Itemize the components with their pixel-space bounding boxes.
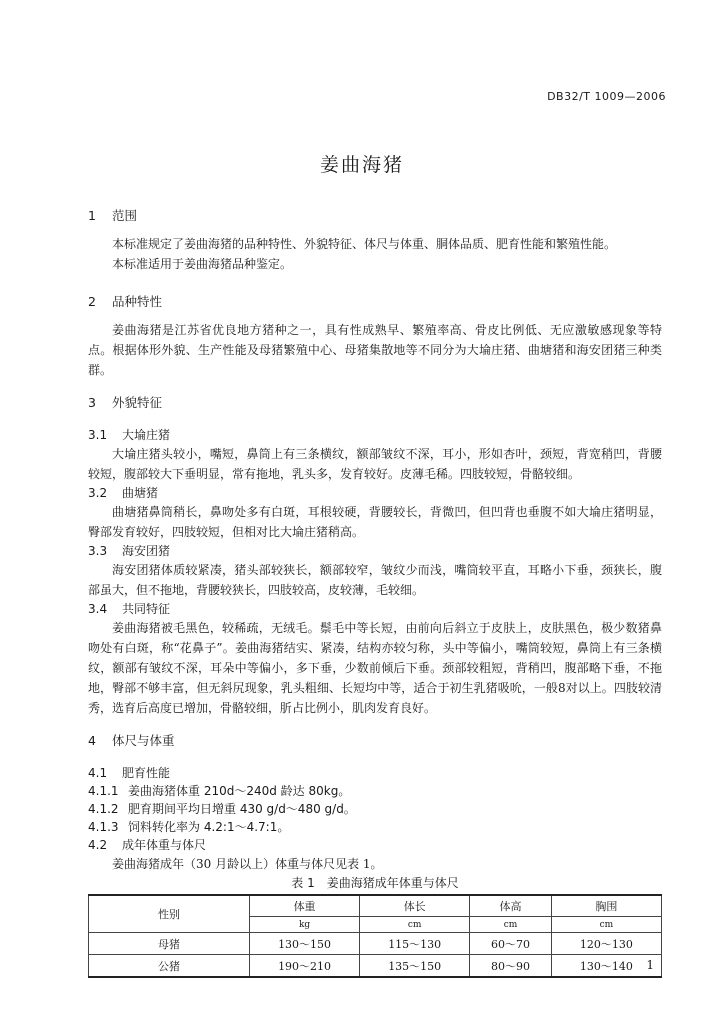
section-title: 范围 — [112, 208, 138, 223]
page-number: 1 — [646, 958, 654, 972]
clause-4-1-2 — [88, 800, 662, 818]
table-cell: 80～90 — [470, 955, 552, 978]
clause-text: 饲料转化率为 4.2:1～4.7:1。 — [128, 820, 290, 834]
paragraph: 大埨庄猪头较小，嘴短，鼻筒上有三条横纹，额部皱纹不深，耳小，形如杏叶，颈短，背宽稍凹，背腰较短，腹部较大下垂明显，常有拖地，乳头多，发育较好。皮薄毛稀。四肢较短，骨骼较细。 — [88, 447, 662, 481]
section-number: 4 — [88, 733, 96, 748]
section-title: 外貌特征 — [112, 395, 163, 410]
section-title: 品种特性 — [112, 294, 163, 309]
subsection-3-3-heading — [88, 542, 662, 560]
column-header-height: 体高 — [470, 895, 552, 917]
subsection-title: 成年体重与体尺 — [122, 838, 207, 852]
clause-number: 4.1.2 — [88, 802, 119, 816]
subsection-4-2-heading — [88, 836, 662, 854]
clause-number: 4.1.3 — [88, 820, 119, 834]
clause-text: 姜曲海猪体重 210d～240d 龄达 80kg。 — [128, 784, 351, 798]
clause-4-1-1 — [88, 782, 662, 800]
table-cell: 130～140 — [551, 955, 661, 978]
subsection-title: 曲塘猪 — [122, 486, 159, 500]
paragraph: 曲塘猪鼻筒稍长，鼻吻处多有白斑，耳根较硬，背腰较长，背微凹，但凹背也垂腹不如大埨庄猪明显，臀部发育较好，四肢较短，但相对比大埨庄猪稍高。 — [88, 505, 662, 539]
column-header-weight: 体重 — [250, 895, 360, 917]
section-number: 1 — [88, 208, 96, 223]
clause-text: 肥育期间平均日增重 430 g/d～480 g/d。 — [128, 802, 356, 816]
subsection-4-1-heading — [88, 764, 662, 782]
clause-number: 4.1.1 — [88, 784, 119, 798]
table-cell: 135～150 — [360, 955, 470, 978]
section-number: 2 — [88, 294, 96, 309]
section-3-heading — [88, 394, 662, 412]
document-body — [88, 207, 662, 978]
section-2-heading — [88, 293, 662, 311]
subsection-3-4-heading — [88, 600, 662, 618]
table-cell: 母猪 — [89, 933, 250, 955]
table-cell: 公猪 — [89, 955, 250, 978]
paragraph: 姜曲海猪是江苏省优良地方猪种之一，具有性成熟早、繁殖率高、骨皮比例低、无应激敏感现象等特点。根据体形外貌、生产性能及母猪繁殖中心、母猪集散地等不同分为大埨庄猪、曲塘猪和海安团猪三种类群。 — [88, 323, 662, 377]
subsection-title: 肥育性能 — [122, 766, 171, 780]
table-cell: 60～70 — [470, 933, 552, 955]
section-title: 体尺与体重 — [112, 733, 175, 748]
subsection-number: 4.1 — [88, 766, 108, 780]
subsection-number: 3.4 — [88, 602, 108, 616]
subsection-3-2-heading — [88, 484, 662, 502]
unit-cell: cm — [360, 917, 470, 933]
section-1-heading — [88, 207, 662, 225]
section-number: 3 — [88, 395, 96, 410]
section-4-heading — [88, 732, 662, 750]
document-title: 姜曲海猪 — [319, 154, 404, 176]
standard-code: DB32/T 1009—2006 — [547, 90, 666, 103]
body-measurements-table — [88, 894, 662, 978]
subsection-title: 共同特征 — [122, 602, 171, 616]
paragraph: 姜曲海猪成年（30 月龄以上）体重与体尺见表 1。 — [112, 857, 383, 871]
subsection-number: 3.3 — [88, 544, 108, 558]
paragraph: 本标准适用于姜曲海猪品种鉴定。 — [112, 257, 293, 271]
unit-cell: cm — [470, 917, 552, 933]
table-row — [89, 955, 662, 978]
subsection-3-1-heading — [88, 426, 662, 444]
subsection-number: 3.1 — [88, 428, 108, 442]
subsection-title: 海安团猪 — [122, 544, 171, 558]
subsection-title: 大埨庄猪 — [122, 428, 171, 442]
unit-cell: kg — [250, 917, 360, 933]
table-cell: 190～210 — [250, 955, 360, 978]
clause-4-1-3 — [88, 818, 662, 836]
paragraph: 本标准规定了姜曲海猪的品种特性、外貌特征、体尺与体重、胴体品质、肥育性能和繁殖性能。 — [112, 237, 617, 251]
table-row — [89, 933, 662, 955]
subsection-number: 4.2 — [88, 838, 108, 852]
paragraph: 姜曲海猪被毛黑色，较稀疏，无绒毛。鬃毛中等长短，由前向后斜立于皮肤上，皮肤黑色，极少数猪鼻吻处有白斑，称“花鼻子”。姜曲海猪结实、紧凑，结构亦较匀称，头中等偏小，嘴筒较短，鼻筒上有三条横纹，额部有皱纹不深，耳朵中等偏小，多下垂，少数前倾后下垂。颈部较粗短，背稍凹，腹部略下垂，不拖地，臀部不够丰富，但无斜尻现象，乳头粗细、长短均中等，适合于初生乳猪吸吮，一般8对以上。四肢较清秀，选育后高度已增加，骨骼较细，肵占比例小，肌肉发育良好。 — [88, 621, 662, 715]
table-title: 表 1 姜曲海猪成年体重与体尺 — [291, 876, 459, 890]
subsection-number: 3.2 — [88, 486, 108, 500]
unit-cell: cm — [551, 917, 661, 933]
table-cell: 130～150 — [250, 933, 360, 955]
column-header-sex: 性别 — [89, 895, 250, 933]
column-header-length: 体长 — [360, 895, 470, 917]
paragraph: 海安团猪体质较紧凑，猪头部较狭长，额部较窄，皱纹少而浅，嘴筒较平直，耳略小下垂，颈狭长，腹部虽大，但不拖地，背腰较狭长，四肢较高，皮较薄，毛较细。 — [88, 563, 662, 597]
column-header-chest: 胸围 — [551, 895, 661, 917]
table-cell: 120～130 — [551, 933, 661, 955]
table-cell: 115～130 — [360, 933, 470, 955]
